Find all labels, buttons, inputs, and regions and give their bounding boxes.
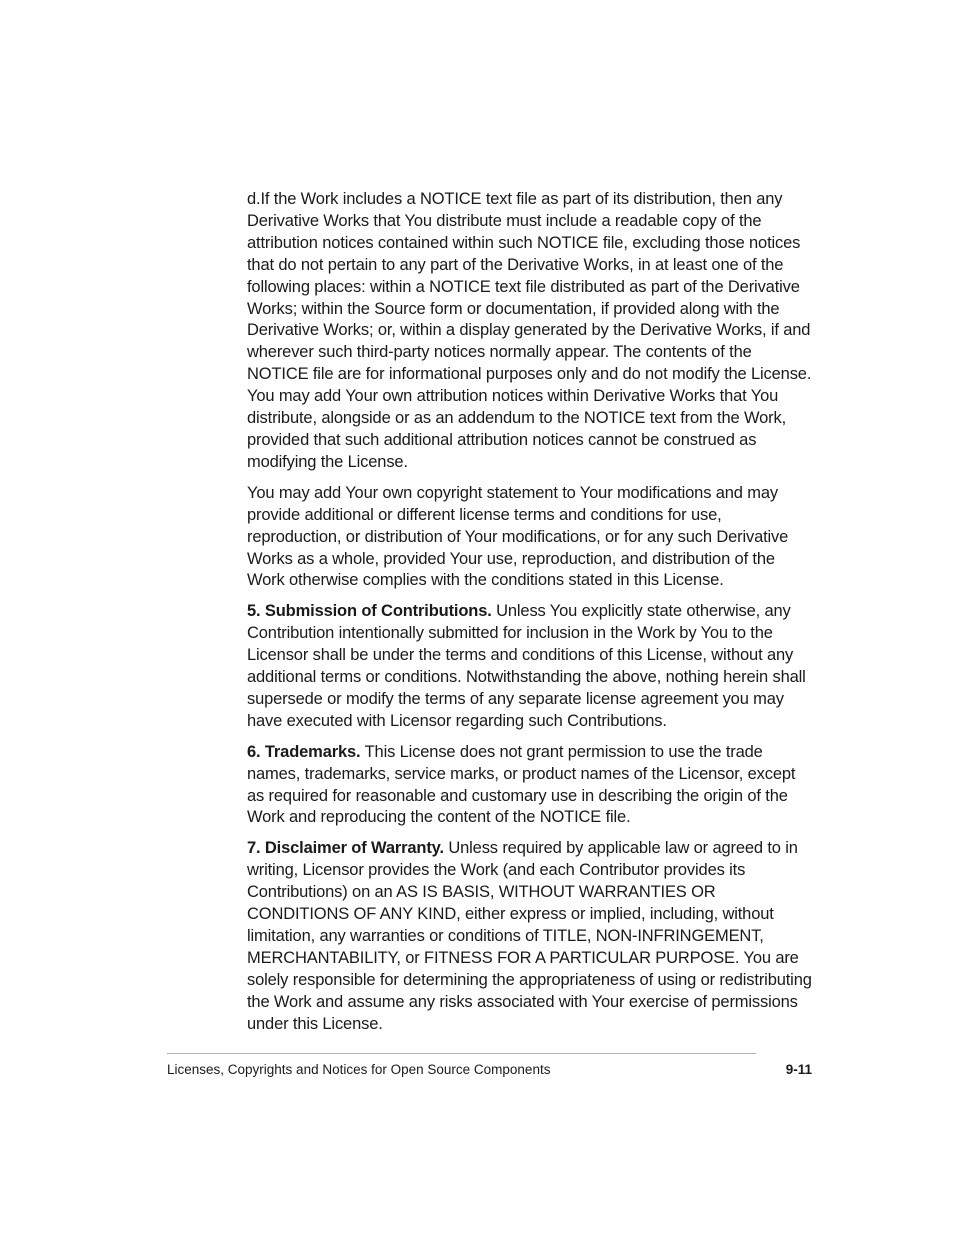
paragraph-text: You may add Your own copyright statement to Your modifications and may provide additional or different license terms and conditions for use, reproduction, or distribution of Your modifications, or for any such Derivative Works as a whole, provided Your use, reproduction, and distribution of the Work otherwise complies with the conditions stated in this License.: [247, 483, 789, 590]
section-trademarks: [247, 742, 813, 830]
section-heading: 5. Submission of Contributions.: [247, 602, 492, 621]
section-submission-of-contributions: [247, 601, 813, 732]
footer-title: Licenses, Copyrights and Notices for Open Source Components: [167, 1062, 551, 1077]
section-heading: 6. Trademarks.: [247, 742, 361, 761]
paragraph-notice-attribution: [247, 189, 813, 474]
section-disclaimer-of-warranty: [247, 838, 813, 1035]
paragraph-text: Unless You explicitly state otherwise, any Contribution intentionally submitted for inclusion in the Work by You to the Licensor shall be under the terms and conditions of this License, without any additional terms or conditions. Notwithstanding the above, nothing herein shall supersede or modify the terms of any separate license agreement you may have executed with Licensor regarding such Contributions.: [247, 602, 806, 730]
page-number: 9-11: [785, 1062, 812, 1077]
paragraph-copyright-statement: [247, 483, 813, 593]
footer-divider: [167, 1053, 756, 1054]
license-body: [247, 189, 813, 1045]
paragraph-text: Unless required by applicable law or agreed to in writing, Licensor provides the Work (and each Contributor provides its Contributions) on an AS IS BASIS, WITHOUT WARRANTIES OR CONDITIONS OF ANY KIND, either express or implied, including, without limitation, any warranties or conditions of TITLE, NON-INFRINGEMENT, MERCHANTABILITY, or FITNESS FOR A PARTICULAR PURPOSE. You are solely responsible for determining the appropriateness of using or redistributing the Work and assume any risks associated with Your exercise of permissions under this License.: [247, 839, 812, 1033]
paragraph-text: d.If the Work includes a NOTICE text file as part of its distribution, then any Derivative Works that You distribute must include a readable copy of the attribution notices contained within such NOTICE file, excluding those notices that do not pertain to any part of the Derivative Works, in at least one of the following places: within a NOTICE text file distributed as part of the Derivative Works; within the Source form or documentation, if provided along with the Derivative Works; or, within a display generated by the Derivative Works, if and wherever such third-party notices normally appear. The contents of the NOTICE file are for informational purposes only and do not modify the License. You may add Your own attribution notices within Derivative Works that You distribute, alongside or as an addendum to the NOTICE text from the Work, provided that such additional attribution notices cannot be construed as modifying the License.: [247, 190, 812, 471]
paragraph-text: This License does not grant permission to use the trade names, trademarks, service marks, or product names of the Licensor, except as required for reasonable and customary use in describing the origin of the Work and reproducing the content of the NOTICE file.: [247, 742, 796, 827]
section-heading: 7. Disclaimer of Warranty.: [247, 839, 444, 858]
